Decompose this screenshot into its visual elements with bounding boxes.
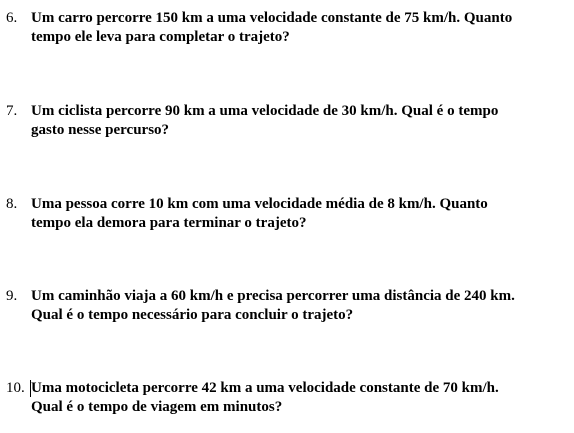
question-number: 9. bbox=[6, 288, 18, 304]
question-line: gasto nesse percurso? bbox=[31, 122, 170, 138]
question-number: 7. bbox=[6, 103, 18, 119]
question-text bbox=[31, 287, 571, 325]
question-number: 6. bbox=[6, 10, 18, 26]
question-line: Um caminhão viaja a 60 km/h e precisa percorrer uma distância de 240 km. bbox=[31, 288, 515, 304]
question-text bbox=[31, 9, 571, 47]
question-text bbox=[31, 195, 571, 233]
question-line: tempo ela demora para terminar o trajeto? bbox=[31, 215, 307, 231]
question-line: Uma pessoa corre 10 km com uma velocidade média de 8 km/h. Quanto bbox=[31, 196, 488, 212]
question-number: 8. bbox=[6, 196, 18, 212]
question-line: Uma motocicleta percorre 42 km a uma velocidade constante de 70 km/h. bbox=[31, 380, 499, 396]
question-text bbox=[31, 102, 571, 140]
question-text[interactable] bbox=[31, 379, 571, 417]
question-line: Um carro percorre 150 km a uma velocidade constante de 75 km/h. Quanto bbox=[31, 10, 513, 26]
question-line: Um ciclista percorre 90 km a uma velocidade de 30 km/h. Qual é o tempo bbox=[31, 103, 499, 119]
question-line: tempo ele leva para completar o trajeto? bbox=[31, 29, 290, 45]
question-line: Qual é o tempo necessário para concluir o trajeto? bbox=[31, 307, 354, 323]
question-number: 10. bbox=[6, 380, 25, 396]
question-line: Qual é o tempo de viagem em minutos? bbox=[31, 399, 283, 415]
